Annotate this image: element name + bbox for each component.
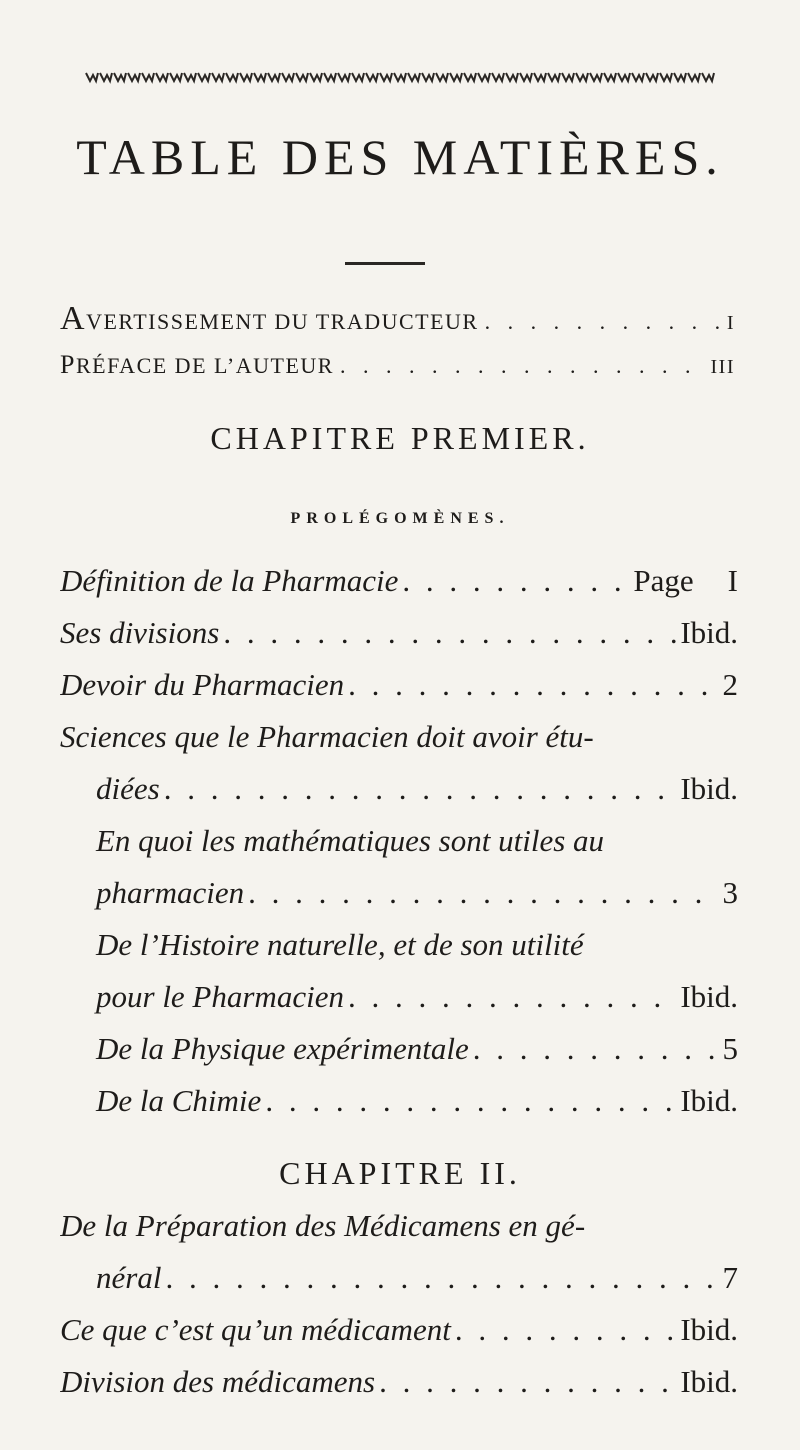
toc-entry-text-cont: pharmacien: [96, 875, 245, 910]
leader-dots: [348, 659, 718, 711]
toc-entry-page: Ibid.: [680, 771, 738, 806]
toc-entry-page: 7: [722, 1260, 738, 1295]
page-title: TABLE DES MATIÈRES.: [76, 129, 724, 185]
toc-entry-text: Sciences que le Pharmacien doit avoir étu-: [60, 719, 594, 754]
toc-entry-text: De l’Histoire naturelle, et de son utilité: [96, 927, 584, 962]
front-page: III: [710, 356, 735, 378]
toc-entry: [60, 607, 738, 659]
page-label: Page: [633, 563, 694, 598]
leader-dots: [165, 1252, 718, 1304]
front-matter-avertissement: [60, 300, 735, 338]
chapter-1-subheading: PROLÉGOMÈNES.: [290, 510, 510, 527]
front-initial: P: [60, 350, 76, 379]
leader-dots: [223, 607, 676, 659]
title-rule: [345, 262, 425, 265]
leader-dots: [265, 1075, 676, 1127]
leader-dots: [340, 353, 705, 379]
toc-entry-text: Devoir du Pharmacien: [60, 667, 345, 702]
toc-entry-text-cont: diées: [96, 771, 160, 806]
toc-entry-page: Ibid.: [680, 615, 738, 650]
toc-entry-page: 2: [722, 667, 738, 702]
toc-entry: [60, 659, 738, 711]
leader-dots: [164, 763, 677, 815]
toc-entry-text: Ce que c’est qu’un médicament: [60, 1312, 451, 1347]
toc-entry: [60, 815, 738, 919]
toc-entry-page: 3: [722, 875, 738, 910]
front-page: I: [726, 312, 735, 334]
toc-entry: [60, 1075, 738, 1127]
toc-entry-page: Ibid.: [680, 1083, 738, 1118]
toc-entry-text-cont: néral: [96, 1260, 162, 1295]
toc-entry-page: I: [727, 563, 738, 598]
leader-dots: [348, 971, 676, 1023]
ornament-border: [85, 70, 715, 84]
toc-entry-text: Ses divisions: [60, 615, 220, 650]
toc-entry: [60, 555, 738, 607]
toc-entry-text: De la Chimie: [96, 1083, 262, 1118]
toc-entry-text-cont: pour le Pharmacien: [96, 979, 344, 1014]
toc-entry-page: Ibid.: [680, 1364, 738, 1399]
leader-dots: [473, 1023, 719, 1075]
toc-entry: [60, 711, 738, 815]
front-label: RÉFACE DE L’AUTEUR: [75, 353, 334, 378]
leader-dots: [379, 1356, 676, 1408]
toc-entry: [60, 1023, 738, 1075]
leader-dots: [402, 555, 629, 607]
toc-entry: [60, 919, 738, 1023]
leader-dots: [485, 309, 721, 335]
toc-entry-text: De la Préparation des Médicamens en gé-: [60, 1208, 586, 1243]
toc-entry-page: 5: [722, 1031, 738, 1066]
toc-entry-page: Ibid.: [680, 979, 738, 1014]
leader-dots: [248, 867, 718, 919]
toc-entry-page: Ibid.: [680, 1312, 738, 1347]
front-initial: A: [60, 300, 87, 337]
toc-entry-text: De la Physique expérimentale: [96, 1031, 469, 1066]
front-matter-preface: [60, 350, 735, 380]
toc-entry-text: En quoi les mathématiques sont utiles au: [96, 823, 605, 858]
toc-entry: [60, 1356, 738, 1408]
toc-entry-text: Division des médicamens: [60, 1364, 376, 1399]
toc-entry: [60, 1304, 738, 1356]
toc-entry-text: Définition de la Pharmacie: [60, 563, 399, 598]
toc-entry: [60, 1200, 738, 1304]
leader-dots: [455, 1304, 676, 1356]
chapter-1-heading: CHAPITRE PREMIER.: [210, 420, 590, 456]
chapter-2-heading: CHAPITRE II.: [279, 1155, 521, 1191]
front-label: VERTISSEMENT DU TRADUCTEUR: [86, 309, 479, 334]
